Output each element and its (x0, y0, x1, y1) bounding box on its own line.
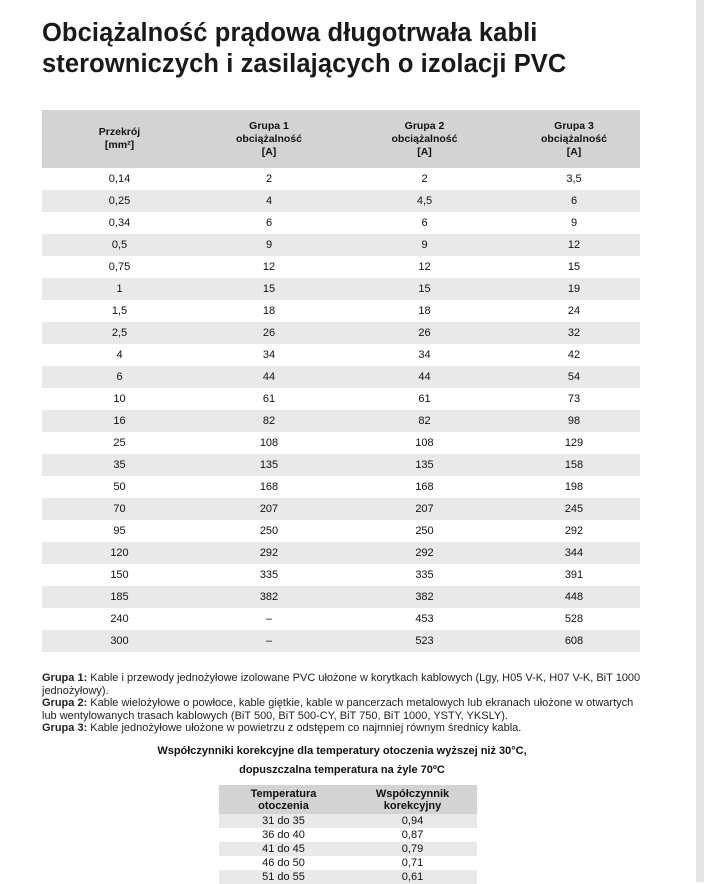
table-cell: 70 (42, 498, 197, 520)
header-text: obciążalność (236, 132, 302, 145)
table-cell: 95 (113, 525, 126, 537)
table-cell: 25 (113, 437, 126, 449)
table-row (42, 322, 640, 344)
page-title (42, 18, 642, 80)
table-row (42, 520, 640, 542)
ampacity-table (42, 110, 640, 652)
table-cell: 1 (42, 278, 197, 300)
group-notes (42, 672, 642, 735)
header-text: Grupa 2 (404, 119, 445, 132)
table-cell: 120 (42, 542, 197, 564)
table-row (42, 608, 640, 630)
table-cell: 0,75 (108, 261, 131, 273)
table-cell: 129 (564, 437, 584, 449)
table-row (219, 814, 477, 828)
table-cell: 34 (418, 349, 431, 361)
table-row (42, 498, 640, 520)
table-cell: 98 (508, 410, 640, 432)
table-cell: 15 (567, 261, 581, 273)
table-row (219, 842, 477, 856)
table-cell: 0,34 (108, 217, 131, 229)
table-row (42, 300, 640, 322)
table-row (42, 432, 640, 454)
note-label: Grupa 1: (42, 672, 88, 684)
note-group-1 (42, 672, 642, 697)
table-cell: 528 (564, 613, 584, 625)
table-cell: 82 (197, 410, 341, 432)
table-row (219, 828, 477, 842)
table-row (42, 630, 640, 652)
table-cell: 0,79 (348, 842, 477, 856)
table-cell: 9 (197, 234, 341, 256)
table-row (42, 256, 640, 278)
table-cell: 73 (567, 393, 581, 405)
table-row (219, 856, 477, 870)
table-cell: 31 do 35 (219, 814, 348, 828)
table-cell: 523 (341, 630, 508, 652)
table-cell: 26 (197, 322, 341, 344)
table-cell: 41 do 45 (219, 842, 348, 856)
header-text: Przekrój (98, 126, 141, 138)
table-cell: 292 (341, 542, 508, 564)
table-cell: 382 (341, 586, 508, 608)
table-cell: 250 (415, 525, 434, 537)
table-cell: 50 (113, 481, 126, 493)
table-row (42, 542, 640, 564)
note-text: Kable i przewody jednożyłowe izolowane PVC ułożone w korytkach kablowych (Lgy, H05 V-K, H07 V-K, BiT 1000 jednożyłowy). (42, 672, 641, 697)
note-label: Grupa 3: (42, 722, 88, 735)
header-text: Współczynnik (375, 788, 450, 800)
table-row (42, 234, 640, 256)
table-cell: 36 do 40 (262, 829, 305, 841)
header-text: obciążalność (391, 132, 458, 145)
header-text: Temperatura (250, 788, 317, 800)
table-row (42, 212, 640, 234)
table-cell: 32 (508, 322, 640, 344)
header-text: Grupa 1 (249, 119, 289, 132)
correction-header-row (219, 785, 477, 814)
table-cell: 6 (508, 190, 640, 212)
table-row (42, 278, 640, 300)
note-text: Kable wielożyłowe o powłoce, kable giętkie, kable w pancerzach metalowych lub ekranach ułożone w otwartych lub wentylowanych trasach kablowych (BiT 500, BiT 500-CY, BiT 750, BiT 1000, YSTY, YKSLY). (42, 697, 634, 722)
table-cell: 61 (418, 393, 431, 405)
table-cell: 335 (259, 569, 279, 581)
table-cell: 4 (116, 349, 123, 361)
table-row (42, 564, 640, 586)
table-cell: 6 (421, 217, 428, 229)
table-cell: 16 (42, 410, 197, 432)
table-cell: 0,25 (42, 190, 197, 212)
table-cell: 168 (415, 481, 434, 493)
title-line-2: sterowniczych i zasilających o izolacji PVC (42, 50, 567, 78)
table-cell: 2,5 (42, 322, 197, 344)
table-cell: 6 (265, 217, 273, 229)
table-cell: 335 (415, 569, 434, 581)
table-cell: 0,5 (42, 234, 197, 256)
table-cell: 0,71 (401, 857, 424, 869)
table-cell: 9 (570, 217, 578, 229)
table-cell: 168 (259, 481, 279, 493)
header-text: korekcyjny (383, 800, 442, 812)
table-cell: 382 (197, 586, 341, 608)
note-label: Grupa 2: (42, 697, 88, 710)
table-cell: 10 (113, 393, 126, 405)
ampacity-table-body (42, 168, 640, 652)
table-cell: – (265, 613, 273, 625)
table-cell: 9 (341, 234, 508, 256)
table-cell: 108 (259, 437, 279, 449)
table-cell: 24 (567, 305, 581, 317)
table-cell: 61 (262, 393, 276, 405)
table-cell: 82 (341, 410, 508, 432)
header-text: [A] (566, 145, 582, 158)
note-text: Kable jednożyłowe ułożone w powietrzu z odstępem co najmniej równym średnicy kabla. (87, 722, 522, 735)
header-coefficient (348, 785, 477, 814)
header-text: obciążalność (541, 132, 607, 145)
table-cell: 26 (341, 322, 508, 344)
table-row (42, 586, 640, 608)
table-row (42, 344, 640, 366)
table-cell: 3,5 (566, 173, 582, 185)
table-cell: 0,87 (401, 829, 424, 841)
table-cell: 46 do 50 (262, 857, 305, 869)
table-row (42, 190, 640, 212)
header-cross-section (42, 110, 197, 168)
table-cell: 207 (341, 498, 508, 520)
table-cell: 344 (508, 542, 640, 564)
table-cell: 35 (42, 454, 197, 476)
table-cell: 12 (508, 234, 640, 256)
table-cell: 0,94 (348, 814, 477, 828)
header-group-3 (508, 110, 640, 168)
header-group-1 (197, 110, 341, 168)
table-cell: 135 (197, 454, 341, 476)
table-cell: 198 (564, 481, 584, 493)
table-cell: 15 (341, 278, 508, 300)
title-line-1: Obciążalność prądowa długotrwała kabli (42, 19, 538, 47)
table-cell: 185 (42, 586, 197, 608)
table-row (42, 454, 640, 476)
table-cell: 12 (262, 261, 276, 273)
table-cell: 6 (42, 366, 197, 388)
table-cell: 54 (508, 366, 640, 388)
table-cell: 453 (415, 613, 434, 625)
note-group-2 (42, 697, 642, 722)
table-cell: 448 (508, 586, 640, 608)
table-cell: 34 (262, 349, 276, 361)
table-row (42, 168, 640, 190)
correction-table-body (219, 814, 477, 884)
table-cell: 4 (197, 190, 341, 212)
table-cell: 150 (110, 569, 129, 581)
header-text: [A] (417, 145, 432, 158)
table-cell: 1,5 (111, 305, 128, 317)
header-text: [A] (261, 145, 277, 158)
table-cell: – (197, 630, 341, 652)
page-right-edge (696, 0, 704, 882)
table-cell: 207 (197, 498, 341, 520)
table-cell: 250 (259, 525, 279, 537)
table-cell: 292 (564, 525, 584, 537)
correction-title-1: Współczynniki korekcyjne dla temperatury otoczenia wyższej niż 30°C, (157, 745, 527, 757)
table-cell: 391 (564, 569, 584, 581)
header-group-2 (341, 110, 508, 168)
table-cell: 608 (508, 630, 640, 652)
table-cell: 4,5 (341, 190, 508, 212)
table-cell: 19 (508, 278, 640, 300)
table-row (42, 410, 640, 432)
note-group-3 (42, 722, 642, 735)
table-cell: 240 (110, 613, 129, 625)
table-row (42, 388, 640, 410)
table-cell: 135 (341, 454, 508, 476)
table-cell: 0,14 (108, 173, 131, 185)
correction-table (219, 785, 477, 884)
table-cell: 2 (421, 173, 428, 185)
table-cell: 18 (418, 305, 431, 317)
header-text: [mm²] (104, 139, 135, 151)
table-cell: 2 (265, 173, 273, 185)
table-cell: 15 (197, 278, 341, 300)
correction-title-2: dopuszczalna temperatura na żyle 70ºC (239, 764, 445, 776)
table-cell: 44 (341, 366, 508, 388)
header-temperature (219, 785, 348, 814)
table-cell: 12 (418, 261, 431, 273)
header-text: Grupa 3 (554, 119, 594, 132)
table-cell: 0,61 (348, 870, 477, 884)
table-header-row (42, 110, 640, 168)
table-cell: 108 (415, 437, 434, 449)
table-cell: 158 (508, 454, 640, 476)
table-cell: 18 (262, 305, 276, 317)
table-row (42, 476, 640, 498)
table-cell: 44 (197, 366, 341, 388)
table-cell: 245 (508, 498, 640, 520)
table-row (42, 366, 640, 388)
table-cell: 51 do 55 (219, 870, 348, 884)
table-cell: 292 (197, 542, 341, 564)
header-text: otoczenia (258, 800, 309, 812)
table-cell: 42 (567, 349, 581, 361)
table-cell: 300 (42, 630, 197, 652)
